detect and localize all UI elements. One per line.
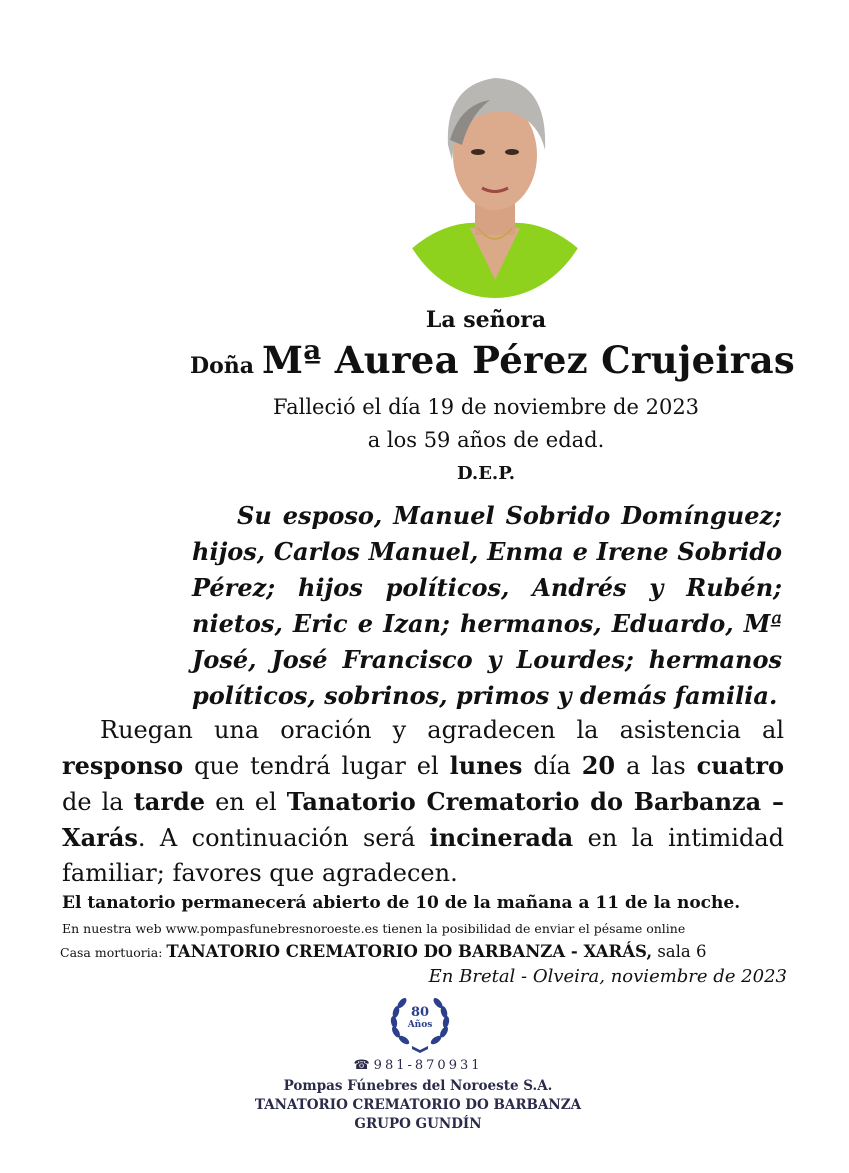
dep-label: D.E.P.	[456, 463, 516, 484]
funeral-home	[60, 942, 707, 961]
group-name: GRUPO GUNDÍN	[354, 1116, 482, 1132]
phone-number	[0, 1058, 836, 1073]
honorific: Doña	[190, 353, 255, 379]
ceremony-bold-part: 20	[581, 751, 616, 780]
phone-icon: ☎	[353, 1058, 370, 1073]
ceremony-text	[62, 713, 784, 891]
ceremony-text-part: en el	[205, 788, 287, 816]
ceremony-text-part: día	[522, 752, 582, 780]
logo-number: 80	[410, 1005, 430, 1020]
company-name: Pompas Fúnebres del Noroeste S.A.	[283, 1078, 553, 1094]
deceased-name: Mª Aurea Pérez Crujeiras	[262, 338, 795, 382]
tanatorio-name: TANATORIO CREMATORIO DO BARBANZA	[254, 1097, 582, 1113]
ceremony-text-part: a las	[615, 752, 697, 780]
portrait-photo	[390, 50, 600, 300]
logo-text: Años	[407, 1020, 433, 1030]
ceremony-text-part: de la	[62, 788, 134, 816]
death-date: Falleció el día 19 de noviembre de 2023	[272, 395, 700, 419]
age: a los 59 años de edad.	[367, 428, 605, 452]
web-condolence-note: En nuestra web www.pompasfunebresnoroeste.es tienen la posibilidad de enviar el pésame online	[62, 921, 686, 936]
anniversary-logo	[386, 990, 454, 1054]
phone-value: 981-870931	[373, 1058, 483, 1073]
ceremony-bold-part: incinerada	[429, 823, 574, 852]
ceremony-bold-part: Tanatorio Crematorio do Barbanza – Xarás	[62, 787, 784, 852]
place-date: En Bretal - Olveira, noviembre de 2023	[428, 966, 787, 987]
intro-label: La señora	[425, 307, 547, 333]
ceremony-bold-part: responso	[62, 751, 184, 780]
ceremony-text-part: Ruegan una oración y agradecen la asistencia al	[100, 716, 784, 744]
opening-hours: El tanatorio permanecerá abierto de 10 de la mañana a 11 de la noche.	[62, 893, 741, 913]
ceremony-bold-part: lunes	[449, 751, 523, 780]
funeral-home-name: TANATORIO CREMATORIO DO BARBANZA - XARÁS,	[166, 942, 653, 961]
ceremony-bold-part: cuatro	[696, 751, 784, 780]
ceremony-text-part: que tendrá lugar el	[183, 752, 450, 780]
funeral-home-label: Casa mortuoria:	[60, 945, 167, 960]
deceased-name-row	[190, 338, 795, 382]
family-list: Su esposo, Manuel Sobrido Domínguez; hijos, Carlos Manuel, Enma e Irene Sobrido Pérez; hijos políticos, Andrés y Rubén; nietos, Eric e Izan; hermanos, Eduardo, Mª José, José Francisco y Lourdes; hermanos políticos, sobrinos, primos y demás familia.	[192, 501, 782, 710]
ceremony-bold-part: tarde	[133, 787, 206, 816]
ceremony-text-part: en la intimidad familiar; favores que agradecen.	[62, 824, 784, 887]
funeral-home-room: sala 6	[652, 942, 707, 961]
ceremony-text-part: . A continuación será	[137, 824, 430, 852]
